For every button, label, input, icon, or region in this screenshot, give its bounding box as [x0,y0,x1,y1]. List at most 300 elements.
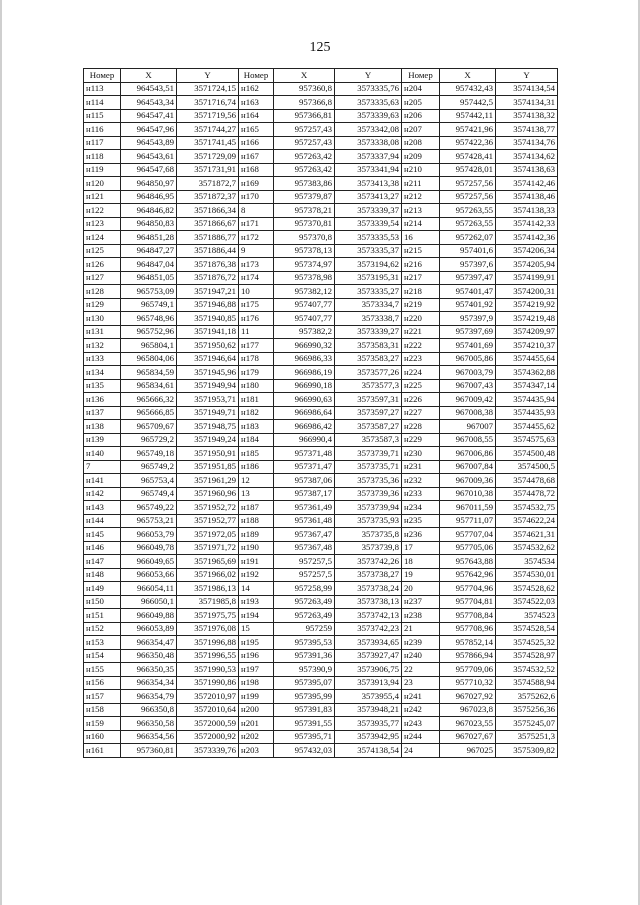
cell-number-3: н235 [402,514,440,528]
cell-number-2: н169 [239,177,274,191]
cell-number-3: н237 [402,595,440,609]
cell-y-3: 3575245,07 [496,717,558,731]
table-row [84,298,558,312]
cell-number-2: 13 [239,487,274,501]
cell-number-3: н212 [402,190,440,204]
cell-number-2: н202 [239,730,274,744]
cell-y-1: 3571951,85 [177,460,239,474]
cell-y-3: 3574205,94 [496,258,558,272]
table-row [84,123,558,137]
cell-x-1: 964851,28 [121,231,177,245]
cell-number-1: н130 [84,312,121,326]
cell-number-2: н193 [239,595,274,609]
cell-x-2: 957367,47 [274,528,335,542]
cell-number-3: н214 [402,217,440,231]
cell-y-3: 3574138,32 [496,109,558,123]
cell-x-2: 957383,86 [274,177,335,191]
cell-y-3: 3575309,82 [496,744,558,758]
cell-number-3: н243 [402,717,440,731]
cell-x-2: 966990,18 [274,379,335,393]
cell-number-3: 17 [402,541,440,555]
cell-number-1: н143 [84,501,121,515]
cell-number-2: н167 [239,150,274,164]
cell-number-2: н198 [239,676,274,690]
cell-number-2: 8 [239,204,274,218]
cell-x-2: 957379,87 [274,190,335,204]
cell-number-2: 9 [239,244,274,258]
header-y-1: Y [177,69,239,83]
cell-number-3: н215 [402,244,440,258]
table-row [84,190,558,204]
cell-number-2: н172 [239,231,274,245]
cell-y-2: 3574138,54 [335,744,402,758]
cell-x-1: 964850,83 [121,217,177,231]
cell-x-2: 957257,5 [274,555,335,569]
cell-number-3: н210 [402,163,440,177]
cell-number-1: н139 [84,433,121,447]
cell-number-2: н192 [239,568,274,582]
cell-x-2: 957407,77 [274,312,335,326]
cell-number-3: 18 [402,555,440,569]
cell-x-1: 965804,06 [121,352,177,366]
cell-y-1: 3571866,34 [177,204,239,218]
cell-y-1: 3571990,86 [177,676,239,690]
cell-number-3: н224 [402,366,440,380]
cell-y-1: 3572000,59 [177,717,239,731]
cell-y-1: 3571960,96 [177,487,239,501]
cell-y-1: 3571952,77 [177,514,239,528]
cell-x-2: 966986,19 [274,366,335,380]
cell-x-3: 957707,04 [440,528,496,542]
cell-x-1: 966350,48 [121,649,177,663]
cell-y-2: 3573339,27 [335,325,402,339]
cell-x-3: 967009,42 [440,393,496,407]
cell-y-1: 3571975,75 [177,609,239,623]
cell-number-2: н175 [239,298,274,312]
cell-number-2: н185 [239,447,274,461]
cell-number-1: н147 [84,555,121,569]
table-row [84,379,558,393]
cell-y-3: 3574138,33 [496,204,558,218]
cell-x-1: 966354,56 [121,730,177,744]
cell-number-1: н135 [84,379,121,393]
cell-y-2: 3573583,27 [335,352,402,366]
cell-y-3: 3574200,31 [496,285,558,299]
table-row [84,312,558,326]
cell-x-3: 957422,36 [440,136,496,150]
cell-number-3: н213 [402,204,440,218]
cell-x-3: 957704,96 [440,582,496,596]
table-row [84,339,558,353]
header-x-3: X [440,69,496,83]
header-y-2: Y [335,69,402,83]
cell-x-1: 965804,1 [121,339,177,353]
cell-number-3: н218 [402,285,440,299]
cell-y-1: 3571866,67 [177,217,239,231]
cell-number-2: н187 [239,501,274,515]
scan-left-edge [0,0,2,905]
table-row [84,163,558,177]
cell-number-1: н134 [84,366,121,380]
table-row [84,622,558,636]
cell-y-1: 3571996,55 [177,649,239,663]
cell-number-2: н191 [239,555,274,569]
cell-y-3: 3574500,5 [496,460,558,474]
cell-y-2: 3573934,65 [335,636,402,650]
cell-y-3: 3574142,36 [496,231,558,245]
cell-y-1: 3571940,85 [177,312,239,326]
cell-y-1: 3571741,45 [177,136,239,150]
cell-x-3: 957442,11 [440,109,496,123]
cell-y-1: 3572010,97 [177,690,239,704]
table-row [84,271,558,285]
cell-number-2: н176 [239,312,274,326]
cell-x-2: 957387,06 [274,474,335,488]
cell-y-2: 3573338,7 [335,312,402,326]
cell-number-1: н152 [84,622,121,636]
cell-number-2: н181 [239,393,274,407]
cell-y-2: 3573735,36 [335,474,402,488]
cell-number-2: н200 [239,703,274,717]
cell-number-3: н240 [402,649,440,663]
cell-x-3: 967007,43 [440,379,496,393]
cell-x-2: 957432,03 [274,744,335,758]
cell-y-1: 3571948,75 [177,420,239,434]
cell-number-2: н196 [239,649,274,663]
cell-y-1: 3573339,76 [177,744,239,758]
cell-number-1: н154 [84,649,121,663]
header-x-1: X [121,69,177,83]
coordinates-table [83,68,558,758]
cell-x-2: 957257,43 [274,136,335,150]
cell-y-1: 3571947,21 [177,285,239,299]
cell-x-2: 957263,49 [274,609,335,623]
cell-y-3: 3574523 [496,609,558,623]
cell-number-1: н129 [84,298,121,312]
cell-y-2: 3573577,26 [335,366,402,380]
cell-x-3: 957421,96 [440,123,496,137]
cell-y-2: 3573735,71 [335,460,402,474]
header-y-3: Y [496,69,558,83]
cell-x-1: 964543,61 [121,150,177,164]
cell-x-3: 957709,06 [440,663,496,677]
cell-y-2: 3573583,31 [335,339,402,353]
cell-y-1: 3571945,96 [177,366,239,380]
cell-number-1: н120 [84,177,121,191]
cell-x-3: 957428,41 [440,150,496,164]
cell-x-3: 967023,55 [440,717,496,731]
cell-x-3: 957397,69 [440,325,496,339]
cell-number-1: н148 [84,568,121,582]
cell-y-3: 3574528,62 [496,582,558,596]
cell-y-3: 3574621,31 [496,528,558,542]
cell-number-2: н171 [239,217,274,231]
cell-x-3: 957397,6 [440,258,496,272]
cell-x-1: 966354,79 [121,690,177,704]
table-row [84,487,558,501]
cell-x-2: 957258,99 [274,582,335,596]
cell-number-1: н117 [84,136,121,150]
cell-y-3: 3574575,63 [496,433,558,447]
cell-y-1: 3571946,88 [177,298,239,312]
cell-x-1: 964543,34 [121,96,177,110]
cell-number-2: 10 [239,285,274,299]
cell-number-2: н164 [239,109,274,123]
cell-number-2: н201 [239,717,274,731]
cell-y-1: 3571876,38 [177,258,239,272]
cell-number-1: н140 [84,447,121,461]
cell-x-2: 957263,49 [274,595,335,609]
cell-number-2: н178 [239,352,274,366]
table-row [84,217,558,231]
table-row [84,244,558,258]
cell-number-2: н163 [239,96,274,110]
cell-x-2: 957370,8 [274,231,335,245]
cell-y-1: 3571976,08 [177,622,239,636]
cell-x-3: 957257,56 [440,177,496,191]
header-x-2: X [274,69,335,83]
cell-x-3: 967003,79 [440,366,496,380]
cell-number-2: н184 [239,433,274,447]
cell-y-1: 3571729,09 [177,150,239,164]
cell-y-2: 3573735,8 [335,528,402,542]
cell-y-1: 3571949,71 [177,406,239,420]
cell-number-1: н126 [84,258,121,272]
cell-y-2: 3573342,08 [335,123,402,137]
cell-y-1: 3571886,44 [177,244,239,258]
cell-number-3: н228 [402,420,440,434]
cell-x-1: 965753,4 [121,474,177,488]
cell-y-2: 3573335,27 [335,285,402,299]
cell-x-3: 957852,14 [440,636,496,650]
header-number-2: Номер [239,69,274,83]
cell-x-3: 967010,38 [440,487,496,501]
cell-x-2: 957360,8 [274,82,335,96]
cell-y-2: 3573739,36 [335,487,402,501]
cell-x-2: 957395,07 [274,676,335,690]
cell-x-3: 957257,56 [440,190,496,204]
cell-y-2: 3573587,27 [335,420,402,434]
cell-x-1: 965834,61 [121,379,177,393]
cell-number-1: н149 [84,582,121,596]
cell-number-1: н113 [84,82,121,96]
cell-x-2: 957395,53 [274,636,335,650]
cell-number-1: н123 [84,217,121,231]
cell-x-2: 957391,36 [274,649,335,663]
cell-y-1: 3571953,71 [177,393,239,407]
cell-y-2: 3573742,26 [335,555,402,569]
cell-number-3: н236 [402,528,440,542]
cell-y-2: 3573337,94 [335,150,402,164]
cell-y-3: 3574478,72 [496,487,558,501]
cell-x-1: 965709,67 [121,420,177,434]
cell-y-2: 3573742,23 [335,622,402,636]
table-row [84,460,558,474]
cell-number-3: н208 [402,136,440,150]
cell-number-3: н217 [402,271,440,285]
cell-y-2: 3573577,3 [335,379,402,393]
cell-y-2: 3573195,31 [335,271,402,285]
cell-x-2: 957382,12 [274,285,335,299]
cell-y-1: 3571872,7 [177,177,239,191]
cell-x-2: 957391,83 [274,703,335,717]
cell-number-1: н137 [84,406,121,420]
table-row [84,136,558,150]
cell-number-1: н119 [84,163,121,177]
cell-x-2: 966986,33 [274,352,335,366]
cell-x-2: 957367,48 [274,541,335,555]
cell-x-1: 966350,8 [121,703,177,717]
table-row [84,420,558,434]
cell-y-2: 3573587,3 [335,433,402,447]
cell-x-3: 967005,86 [440,352,496,366]
cell-number-3: н226 [402,393,440,407]
cell-x-3: 967027,92 [440,690,496,704]
table-row [84,433,558,447]
cell-number-2: н190 [239,541,274,555]
cell-number-3: н238 [402,609,440,623]
cell-y-2: 3573935,77 [335,717,402,731]
cell-x-2: 957378,13 [274,244,335,258]
cell-x-2: 957257,43 [274,123,335,137]
cell-y-3: 3574525,32 [496,636,558,650]
cell-number-1: н159 [84,717,121,731]
cell-x-3: 957428,01 [440,163,496,177]
cell-x-3: 957263,55 [440,204,496,218]
cell-x-2: 966990,32 [274,339,335,353]
cell-y-2: 3573738,27 [335,568,402,582]
cell-y-3: 3574206,34 [496,244,558,258]
table-row [84,501,558,515]
cell-x-1: 965749,22 [121,501,177,515]
cell-number-2: н177 [239,339,274,353]
cell-x-2: 957374,97 [274,258,335,272]
cell-number-1: н161 [84,744,121,758]
cell-y-1: 3571949,24 [177,433,239,447]
cell-x-1: 964547,68 [121,163,177,177]
cell-number-3: 21 [402,622,440,636]
cell-x-1: 966350,35 [121,663,177,677]
cell-x-1: 964846,82 [121,204,177,218]
table-row [84,582,558,596]
table-row [84,393,558,407]
cell-x-3: 957262,07 [440,231,496,245]
cell-x-2: 966990,4 [274,433,335,447]
cell-number-3: 22 [402,663,440,677]
cell-x-3: 957705,06 [440,541,496,555]
cell-x-3: 967027,67 [440,730,496,744]
cell-y-3: 3574347,14 [496,379,558,393]
cell-y-3: 3574210,37 [496,339,558,353]
page-number: 125 [309,40,331,55]
table-row [84,730,558,744]
cell-number-3: н204 [402,82,440,96]
cell-number-2: н186 [239,460,274,474]
table-row [84,555,558,569]
table-row [84,204,558,218]
cell-number-3: н221 [402,325,440,339]
cell-number-2: н182 [239,406,274,420]
cell-x-2: 957395,99 [274,690,335,704]
cell-y-2: 3573338,08 [335,136,402,150]
cell-x-1: 965752,96 [121,325,177,339]
cell-number-2: 15 [239,622,274,636]
cell-x-2: 957390,9 [274,663,335,677]
cell-y-1: 3572000,92 [177,730,239,744]
table-row [84,474,558,488]
cell-x-2: 957387,17 [274,487,335,501]
cell-number-2: н165 [239,123,274,137]
cell-number-1: н124 [84,231,121,245]
cell-y-3: 3574500,48 [496,447,558,461]
cell-y-1: 3571985,8 [177,595,239,609]
cell-number-3: н211 [402,177,440,191]
cell-x-3: 967007,84 [440,460,496,474]
cell-y-2: 3573339,37 [335,204,402,218]
cell-x-1: 964847,27 [121,244,177,258]
cell-y-3: 3575251,3 [496,730,558,744]
cell-x-3: 967006,86 [440,447,496,461]
table-body [84,82,558,757]
cell-number-3: 19 [402,568,440,582]
cell-number-2: н166 [239,136,274,150]
cell-x-3: 957708,96 [440,622,496,636]
cell-x-1: 965753,21 [121,514,177,528]
cell-y-2: 3573738,24 [335,582,402,596]
cell-y-2: 3573597,27 [335,406,402,420]
table-row [84,676,558,690]
cell-x-1: 965749,18 [121,447,177,461]
cell-number-2: н180 [239,379,274,393]
cell-number-1: н157 [84,690,121,704]
cell-number-3: 24 [402,744,440,758]
cell-x-1: 965666,32 [121,393,177,407]
table-row [84,285,558,299]
cell-y-3: 3574532,52 [496,663,558,677]
table-row [84,447,558,461]
table-row [84,636,558,650]
cell-number-3: н241 [402,690,440,704]
cell-y-1: 3571966,02 [177,568,239,582]
cell-number-1: н155 [84,663,121,677]
cell-number-1: н115 [84,109,121,123]
cell-number-3: н232 [402,474,440,488]
cell-y-1: 3571950,62 [177,339,239,353]
table-row [84,177,558,191]
cell-number-1: н153 [84,636,121,650]
cell-number-3: н227 [402,406,440,420]
cell-x-3: 957704,81 [440,595,496,609]
cell-y-3: 3574528,97 [496,649,558,663]
cell-y-3: 3574134,31 [496,96,558,110]
cell-x-1: 965753,09 [121,285,177,299]
cell-y-3: 3574134,54 [496,82,558,96]
cell-number-1: н122 [84,204,121,218]
cell-number-3: н225 [402,379,440,393]
cell-y-1: 3571952,72 [177,501,239,515]
cell-y-3: 3574138,46 [496,190,558,204]
cell-number-3: н231 [402,460,440,474]
cell-y-2: 3573906,75 [335,663,402,677]
cell-y-3: 3574435,93 [496,406,558,420]
table-row [84,96,558,110]
cell-x-3: 957401,6 [440,244,496,258]
cell-y-3: 3574362,88 [496,366,558,380]
cell-number-2: н197 [239,663,274,677]
cell-y-2: 3573339,54 [335,217,402,231]
table-row [84,690,558,704]
cell-y-1: 3571949,94 [177,379,239,393]
